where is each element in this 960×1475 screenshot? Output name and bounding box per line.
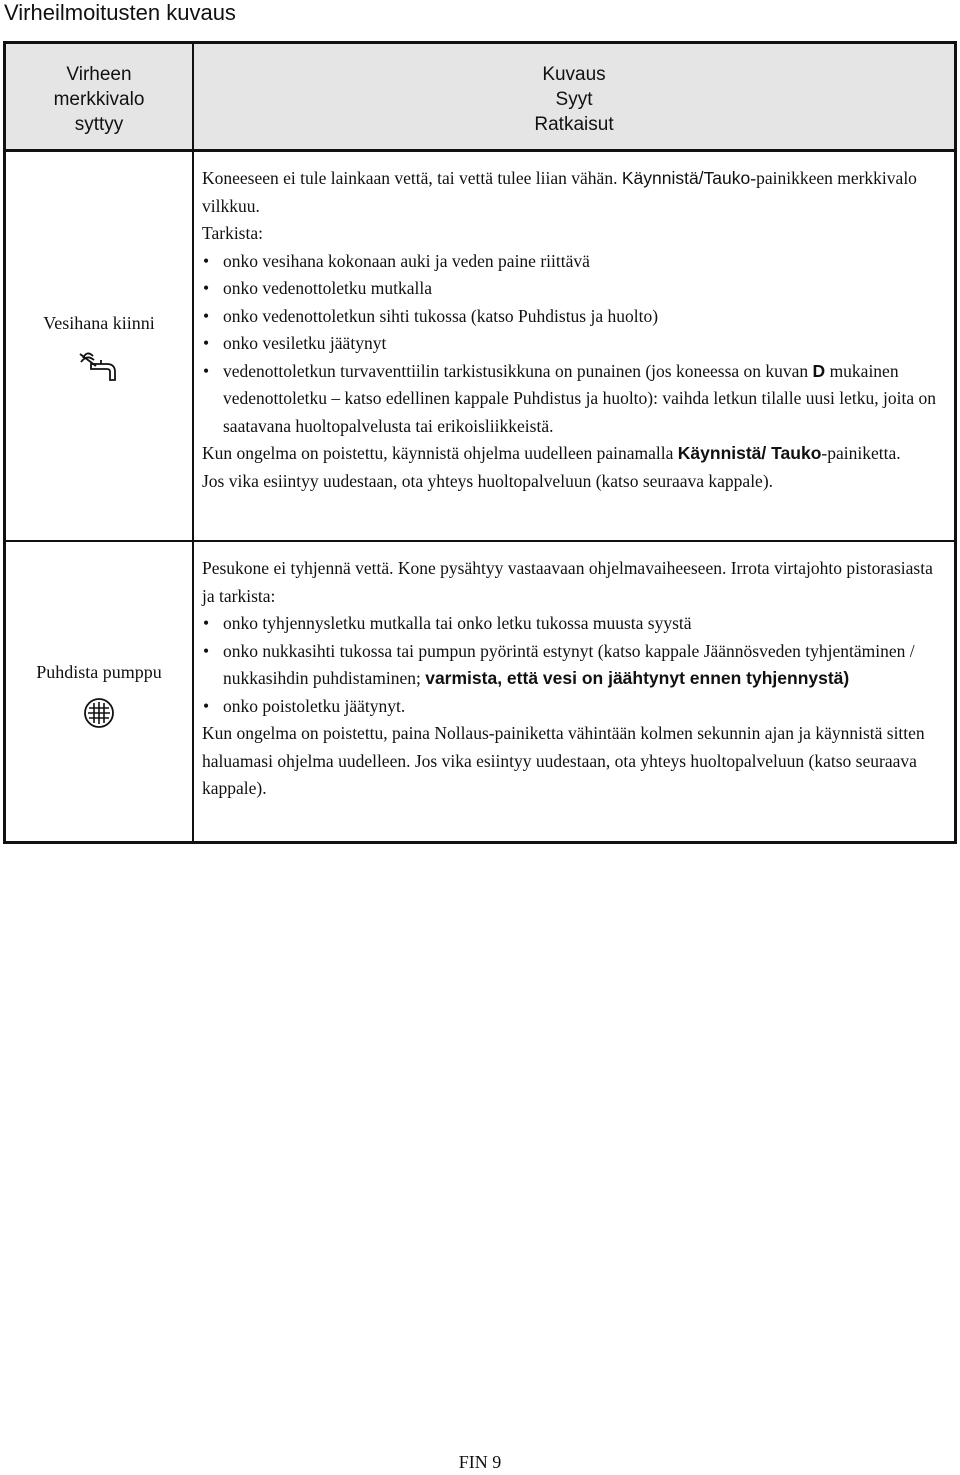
check-list xyxy=(202,610,948,720)
header-left-line: syttyy xyxy=(74,114,124,135)
bullet-text: mukainen vedenottoletku – katso edellinen kappale Puhdistus ja huolto): vaihda letkun tilalle uusi letku, joita on saatavana huoltopalvelusta tai erikoisliikkeistä. xyxy=(223,360,936,436)
indicator-label: Vesihana kiinni xyxy=(43,313,155,333)
header-left-line: merkkivalo xyxy=(53,89,145,110)
list-item: • onko vesiletku jäätynyt xyxy=(202,330,948,358)
list-item: • onko vedenottoletkun sihti tukossa (katso Puhdistus ja huolto) xyxy=(202,303,948,331)
error-table xyxy=(3,41,957,844)
after-tail: -painiketta. xyxy=(821,443,901,463)
description-intro: Pesukone ei tyhjennä vettä. Kone pysähtyy vastaavaan ohjelmavaiheeseen. Irrota virtajohto pistorasiasta ja tarkista: xyxy=(202,558,933,606)
intro-button-name: Käynnistä/Tauko xyxy=(621,168,751,188)
header-indicator-column xyxy=(6,62,192,137)
indicator-label: Puhdista pumppu xyxy=(36,662,162,682)
bullet-bold: D xyxy=(812,360,826,381)
list-item xyxy=(202,638,948,693)
pump-grid-icon xyxy=(77,693,121,733)
after-button-name: Käynnistä/ Tauko xyxy=(677,443,822,463)
list-item: • onko tyhjennysletku mutkalla tai onko letku tukossa muusta syystä xyxy=(202,610,948,638)
closing-text: Kun ongelma on poistettu, paina Nollaus-painiketta vähintään kolmen sekunnin ajan ja käynnistä sitten haluamasi ohjelma uudelleen. Jos vika esiintyy uudestaan, ota yhteys huoltopalveluun (katso seuraava kappale). xyxy=(202,723,925,798)
description-intro xyxy=(202,165,948,220)
bullet-text: vedenottoletkun turvaventtiilin tarkistusikkuna on punainen (jos koneessa on kuvan xyxy=(223,360,813,381)
row-description-water-tap xyxy=(202,165,948,495)
row-indicator-water-tap xyxy=(6,312,192,384)
table-header xyxy=(6,44,954,152)
header-right-line: Syyt xyxy=(555,89,593,110)
faucet-icon xyxy=(77,344,121,384)
list-item: • onko vesihana kokonaan auki ja veden paine riittävä xyxy=(202,248,948,276)
intro-tail: -painikkeen merkkivalo vilkkuu. xyxy=(202,168,917,216)
list-item: • onko poistoletku jäätynyt. xyxy=(202,693,948,721)
header-right-line: Ratkaisut xyxy=(534,114,614,135)
list-item: • onko vedenottoletku mutkalla xyxy=(202,275,948,303)
check-list xyxy=(202,248,948,441)
header-description-column xyxy=(194,62,954,137)
row-divider xyxy=(6,540,954,542)
closing-text: Jos vika esiintyy uudestaan, ota yhteys huoltopalveluun (katso seuraava kappale). xyxy=(202,470,774,491)
after-text: Kun ongelma on poistettu, käynnistä ohjelma uudelleen painamalla xyxy=(202,443,678,463)
check-label: Tarkista: xyxy=(202,223,263,243)
row-indicator-clean-pump xyxy=(6,661,192,733)
bullet-text: onko nukkasihti tukossa tai pumpun pyörintä estynyt (katso kappale Jäännösveden tyhjentäminen / nukkasihdin puhdistaminen; xyxy=(223,640,915,688)
after-fix-text xyxy=(202,440,948,468)
header-left-line: Virheen xyxy=(66,64,132,85)
page-number: FIN 9 xyxy=(458,1452,502,1472)
column-divider xyxy=(192,44,194,841)
page-title: Virheilmoitusten kuvaus xyxy=(4,0,236,25)
row-description-clean-pump xyxy=(202,555,948,803)
intro-text: Koneeseen ei tule lainkaan vettä, tai vettä tulee liian vähän. xyxy=(202,168,622,188)
header-right-line: Kuvaus xyxy=(542,64,606,85)
bullet-bold: varmista, että vesi on jäähtynyt ennen tyhjennystä) xyxy=(425,668,850,688)
list-item xyxy=(202,358,948,441)
